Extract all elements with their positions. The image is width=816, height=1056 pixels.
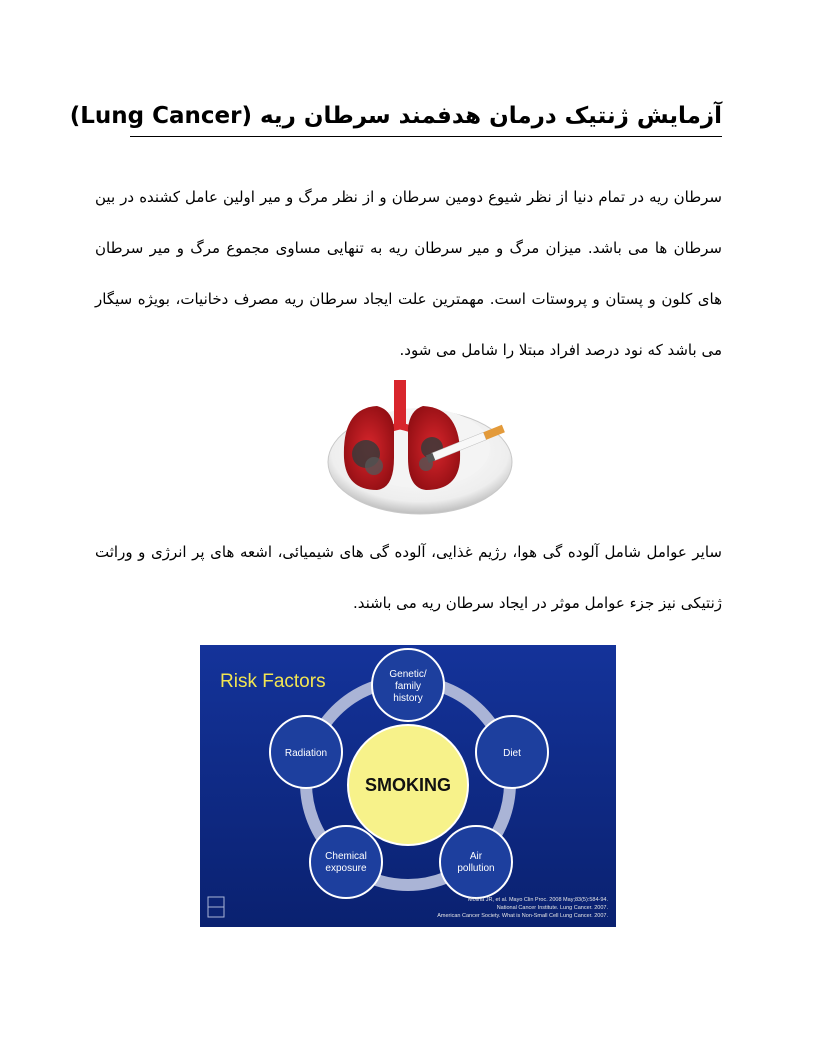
node-chemical-exposure [310, 826, 382, 898]
node-genetic [372, 649, 444, 721]
center-node-smoking [348, 725, 468, 845]
node-chemical-line2: exposure [325, 863, 367, 874]
node-radiation-label: Radiation [284, 748, 328, 759]
node-air-line1: Air [469, 851, 483, 862]
node-air-pollution [440, 826, 512, 898]
citation-3: American Cancer Society. What is Non-Small Cell Lung Cancer. 2007. [437, 913, 608, 919]
node-diet [476, 716, 548, 788]
page-title: آزمایش ژنتیک درمان هدفمند سرطان ریه (Lung Cancer) [130, 98, 722, 137]
lung-smoking-illustration [322, 378, 518, 518]
node-air-line2: pollution [457, 863, 495, 874]
node-genetic-line1: Genetic/ [389, 669, 427, 680]
risk-paragraph: سایر عوامل شامل آلوده گی هوا، رژیم غذایی، آلوده گی های شیمیائی، اشعه های پر انرژی و وراثت ژنتیکی نیز جزء عوامل موثر در ایجاد سرطان ریه می باشند. [95, 543, 722, 612]
node-diet-label: Diet [503, 748, 521, 759]
node-genetic-line3: history [393, 693, 423, 704]
node-genetic-line2: family [394, 681, 422, 692]
intro-paragraph: سرطان ریه در تمام دنیا از نظر شیوع دومین سرطان و از نظر مرگ و میر اولین عامل کشنده در بین سرطان ها می باشد. میزان مرگ و میر سرطان ریه به تنهایی مساوی مجموع مرگ و میر سرطان های کلون و پستان و پروستات است. مهمترین علت ایجاد سرطان ریه مصرف دخانیات، بویژه سیگار می باشد که نود درصد افراد مبتلا را شامل می شود. [95, 188, 722, 359]
citation-1: Molina JR, et al. Mayo Clin Proc. 2008 May;83(5):584-94. [467, 897, 608, 903]
node-chemical-line1: Chemical [325, 851, 367, 862]
citation-2: National Cancer Institute. Lung Cancer. 2007. [496, 905, 608, 911]
node-radiation [270, 716, 342, 788]
diagram-heading: Risk Factors [220, 671, 326, 692]
center-label: SMOKING [364, 775, 452, 795]
risk-factors-diagram [200, 645, 616, 927]
